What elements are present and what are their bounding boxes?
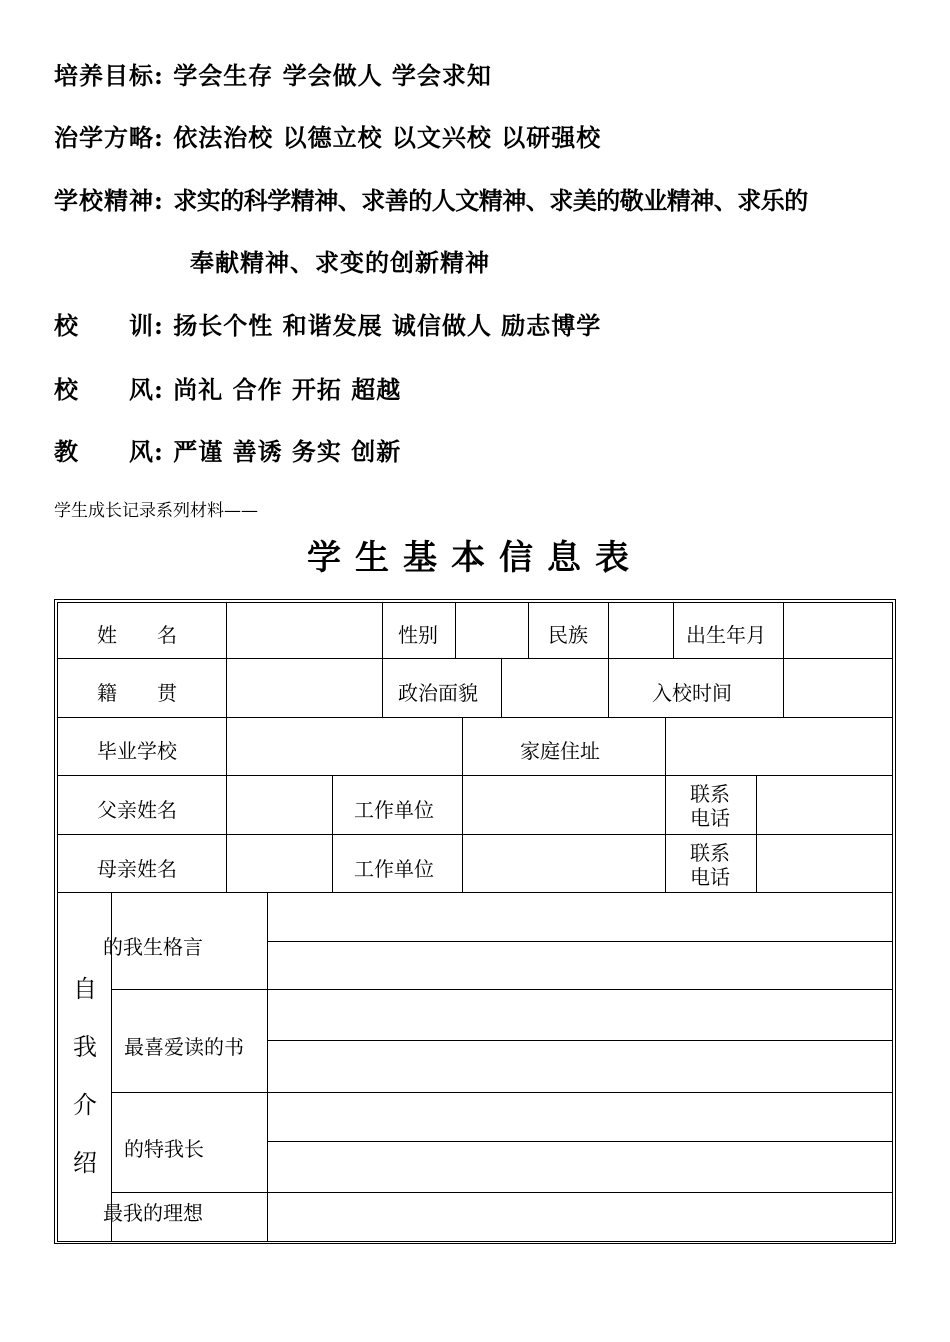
motto-spirit-cont-text: 奉献精神、求变的创新精神 <box>190 248 490 277</box>
motto-goal-label: 培养目标: <box>54 61 164 90</box>
row-line <box>111 1192 893 1193</box>
label-mother-name: 母亲姓名 <box>97 857 177 881</box>
label-home-address: 家庭住址 <box>520 739 600 763</box>
label-specialty: 的特我长 <box>124 1137 204 1161</box>
label-ethnicity: 民族 <box>548 623 588 647</box>
row-line <box>267 1141 893 1142</box>
row-line <box>57 892 893 893</box>
motto-goal <box>54 56 492 91</box>
label-father-contact-line2: 电话 <box>690 806 730 830</box>
motto-teaching-style-text: 严谨 善诱 务实 创新 <box>173 437 402 466</box>
motto-school-style <box>54 370 401 405</box>
row-line <box>111 989 893 990</box>
row-line <box>57 717 893 718</box>
motto-teaching-style-label: 教 风: <box>54 437 164 466</box>
label-ideal: 最我的理想 <box>103 1201 203 1225</box>
col-line <box>462 717 463 892</box>
col-line <box>382 603 383 717</box>
col-line <box>528 603 529 658</box>
self-intro-char-2: 我 <box>73 1033 97 1061</box>
col-line <box>756 775 757 892</box>
motto-spirit <box>54 181 808 216</box>
col-line <box>267 892 268 1242</box>
col-line <box>665 717 666 892</box>
label-birth: 出生年月 <box>686 623 766 647</box>
label-enroll-time: 入校时间 <box>652 681 732 705</box>
label-gender: 性别 <box>398 623 438 647</box>
label-mother-work-unit: 工作单位 <box>354 857 434 881</box>
col-line <box>501 658 502 717</box>
motto-strategy-label: 治学方略: <box>54 123 164 152</box>
motto-school-style-text: 尚礼 合作 开拓 超越 <box>173 375 402 404</box>
self-intro-char-3: 介 <box>73 1091 97 1119</box>
motto-school-style-label: 校 风: <box>54 375 164 404</box>
label-favorite-book: 最喜爱读的书 <box>124 1035 244 1059</box>
motto-spirit-cont <box>190 243 490 278</box>
motto-school-motto-label: 校 训: <box>54 311 164 340</box>
row-line <box>267 941 893 942</box>
motto-spirit-label: 学校精神: <box>54 186 164 215</box>
motto-teaching-style <box>54 432 401 467</box>
label-father-work-unit: 工作单位 <box>354 798 434 822</box>
row-line <box>111 1092 893 1093</box>
label-life-motto: 的我生格言 <box>103 935 203 959</box>
label-father-contact-line1: 联系 <box>690 782 730 806</box>
self-intro-char-1: 自 <box>73 975 97 1003</box>
motto-strategy-text: 依法治校 以德立校 以文兴校 以研强校 <box>173 123 602 152</box>
label-father-name: 父亲姓名 <box>97 798 177 822</box>
col-line <box>673 603 674 658</box>
col-line <box>783 603 784 717</box>
label-native-place: 籍 贯 <box>97 681 177 705</box>
col-line <box>332 775 333 892</box>
row-line <box>57 834 893 835</box>
label-name: 姓 名 <box>97 623 177 647</box>
label-father-contact <box>690 782 730 830</box>
label-mother-contact-line2: 电话 <box>690 865 730 889</box>
self-intro-char-4: 绍 <box>73 1149 97 1177</box>
subtitle: 学生成长记录系列材料—— <box>54 501 258 521</box>
motto-goal-text: 学会生存 学会做人 学会求知 <box>173 61 492 90</box>
row-line <box>267 1040 893 1041</box>
label-political-status: 政治面貌 <box>398 681 478 705</box>
motto-school-motto-text: 扬长个性 和谐发展 诚信做人 励志博学 <box>173 311 602 340</box>
col-line <box>226 603 227 892</box>
row-line <box>57 658 893 659</box>
label-mother-contact <box>690 841 730 889</box>
page-title: 学生基本信息表 <box>307 538 643 578</box>
motto-spirit-text: 求实的科学精神、求善的人文精神、求美的敬业精神、求乐的 <box>173 186 808 215</box>
label-graduate-school: 毕业学校 <box>97 739 177 763</box>
col-line <box>608 603 609 717</box>
motto-strategy <box>54 118 601 153</box>
col-line <box>455 603 456 658</box>
row-line <box>57 775 893 776</box>
label-mother-contact-line1: 联系 <box>690 841 730 865</box>
motto-school-motto <box>54 306 601 341</box>
